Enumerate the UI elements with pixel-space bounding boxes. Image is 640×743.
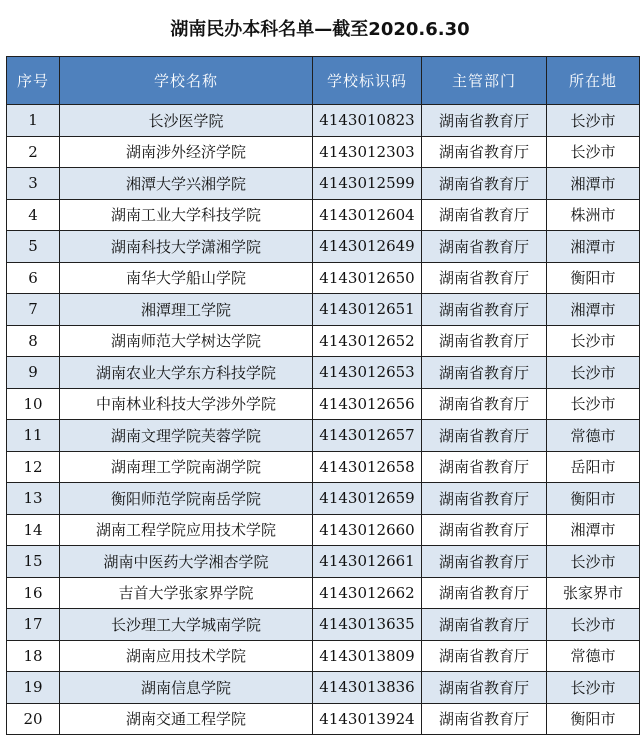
cell-index: 9 <box>7 357 60 389</box>
cell-school-name: 湘潭大学兴湘学院 <box>60 168 313 200</box>
cell-school-code: 4143012604 <box>313 199 422 231</box>
cell-school-name: 湖南应用技术学院 <box>60 640 313 672</box>
cell-school-name: 湖南交通工程学院 <box>60 703 313 735</box>
table-row <box>7 420 640 452</box>
cell-school-code: 4143013809 <box>313 640 422 672</box>
cell-index: 14 <box>7 514 60 546</box>
cell-school-code: 4143010823 <box>313 105 422 137</box>
cell-authority: 湖南省教育厅 <box>422 231 547 263</box>
cell-location: 岳阳市 <box>547 451 640 483</box>
cell-authority: 湖南省教育厅 <box>422 388 547 420</box>
cell-index: 11 <box>7 420 60 452</box>
cell-school-code: 4143012660 <box>313 514 422 546</box>
cell-index: 2 <box>7 136 60 168</box>
cell-school-name: 中南林业科技大学涉外学院 <box>60 388 313 420</box>
cell-authority: 湖南省教育厅 <box>422 136 547 168</box>
cell-index: 5 <box>7 231 60 263</box>
cell-authority: 湖南省教育厅 <box>422 294 547 326</box>
cell-location: 衡阳市 <box>547 262 640 294</box>
table-row <box>7 168 640 200</box>
cell-school-code: 4143013924 <box>313 703 422 735</box>
table-row <box>7 105 640 137</box>
cell-authority: 湖南省教育厅 <box>422 483 547 515</box>
school-table <box>6 56 640 735</box>
cell-school-name: 湖南信息学院 <box>60 672 313 704</box>
cell-index: 12 <box>7 451 60 483</box>
cell-location: 长沙市 <box>547 546 640 578</box>
cell-index: 10 <box>7 388 60 420</box>
table-row <box>7 577 640 609</box>
cell-location: 长沙市 <box>547 105 640 137</box>
cell-index: 16 <box>7 577 60 609</box>
header-index: 序号 <box>7 57 60 105</box>
cell-authority: 湖南省教育厅 <box>422 703 547 735</box>
cell-index: 19 <box>7 672 60 704</box>
cell-index: 15 <box>7 546 60 578</box>
cell-school-name: 湘潭理工学院 <box>60 294 313 326</box>
cell-location: 长沙市 <box>547 357 640 389</box>
cell-index: 6 <box>7 262 60 294</box>
table-row <box>7 357 640 389</box>
cell-school-name: 吉首大学张家界学院 <box>60 577 313 609</box>
cell-location: 长沙市 <box>547 136 640 168</box>
cell-school-code: 4143012650 <box>313 262 422 294</box>
cell-school-name: 长沙理工大学城南学院 <box>60 609 313 641</box>
cell-authority: 湖南省教育厅 <box>422 514 547 546</box>
table-row <box>7 199 640 231</box>
header-school-code: 学校标识码 <box>313 57 422 105</box>
cell-location: 株洲市 <box>547 199 640 231</box>
table-row <box>7 546 640 578</box>
cell-authority: 湖南省教育厅 <box>422 672 547 704</box>
cell-school-name: 长沙医学院 <box>60 105 313 137</box>
table-row <box>7 609 640 641</box>
table-row <box>7 325 640 357</box>
cell-school-code: 4143012303 <box>313 136 422 168</box>
cell-location: 长沙市 <box>547 609 640 641</box>
cell-authority: 湖南省教育厅 <box>422 420 547 452</box>
table-row <box>7 451 640 483</box>
cell-school-code: 4143012658 <box>313 451 422 483</box>
table-header-row <box>7 57 640 105</box>
cell-authority: 湖南省教育厅 <box>422 168 547 200</box>
table-row <box>7 388 640 420</box>
cell-location: 长沙市 <box>547 672 640 704</box>
cell-school-code: 4143012657 <box>313 420 422 452</box>
cell-authority: 湖南省教育厅 <box>422 577 547 609</box>
table-row <box>7 483 640 515</box>
cell-school-code: 4143013635 <box>313 609 422 641</box>
cell-authority: 湖南省教育厅 <box>422 199 547 231</box>
cell-location: 长沙市 <box>547 388 640 420</box>
cell-school-code: 4143012662 <box>313 577 422 609</box>
table-row <box>7 672 640 704</box>
table-body <box>7 105 640 735</box>
header-school-name: 学校名称 <box>60 57 313 105</box>
cell-school-code: 4143013836 <box>313 672 422 704</box>
cell-authority: 湖南省教育厅 <box>422 357 547 389</box>
cell-school-code: 4143012649 <box>313 231 422 263</box>
table-row <box>7 703 640 735</box>
cell-authority: 湖南省教育厅 <box>422 262 547 294</box>
cell-index: 20 <box>7 703 60 735</box>
cell-index: 1 <box>7 105 60 137</box>
cell-school-name: 湖南师范大学树达学院 <box>60 325 313 357</box>
cell-location: 常德市 <box>547 640 640 672</box>
cell-school-name: 湖南工业大学科技学院 <box>60 199 313 231</box>
cell-location: 湘潭市 <box>547 168 640 200</box>
cell-location: 长沙市 <box>547 325 640 357</box>
cell-authority: 湖南省教育厅 <box>422 609 547 641</box>
table-row <box>7 136 640 168</box>
table-row <box>7 231 640 263</box>
cell-school-code: 4143012651 <box>313 294 422 326</box>
cell-school-code: 4143012659 <box>313 483 422 515</box>
table-row <box>7 262 640 294</box>
page-title: 湖南民办本科名单—截至2020.6.30 <box>170 19 470 40</box>
cell-index: 13 <box>7 483 60 515</box>
cell-authority: 湖南省教育厅 <box>422 325 547 357</box>
cell-school-name: 湖南工程学院应用技术学院 <box>60 514 313 546</box>
cell-authority: 湖南省教育厅 <box>422 105 547 137</box>
cell-location: 常德市 <box>547 420 640 452</box>
cell-location: 湘潭市 <box>547 294 640 326</box>
cell-school-name: 南华大学船山学院 <box>60 262 313 294</box>
cell-location: 湘潭市 <box>547 514 640 546</box>
table-row <box>7 514 640 546</box>
cell-index: 3 <box>7 168 60 200</box>
cell-index: 8 <box>7 325 60 357</box>
table-row <box>7 640 640 672</box>
cell-location: 衡阳市 <box>547 483 640 515</box>
cell-index: 7 <box>7 294 60 326</box>
cell-school-name: 衡阳师范学院南岳学院 <box>60 483 313 515</box>
cell-authority: 湖南省教育厅 <box>422 451 547 483</box>
cell-school-code: 4143012653 <box>313 357 422 389</box>
cell-school-code: 4143012656 <box>313 388 422 420</box>
cell-authority: 湖南省教育厅 <box>422 546 547 578</box>
cell-index: 4 <box>7 199 60 231</box>
cell-school-name: 湖南农业大学东方科技学院 <box>60 357 313 389</box>
cell-school-name: 湖南科技大学潇湘学院 <box>60 231 313 263</box>
cell-school-name: 湖南文理学院芙蓉学院 <box>60 420 313 452</box>
cell-index: 17 <box>7 609 60 641</box>
header-location: 所在地 <box>547 57 640 105</box>
cell-authority: 湖南省教育厅 <box>422 640 547 672</box>
cell-school-code: 4143012661 <box>313 546 422 578</box>
cell-location: 衡阳市 <box>547 703 640 735</box>
cell-location: 湘潭市 <box>547 231 640 263</box>
cell-school-name: 湖南涉外经济学院 <box>60 136 313 168</box>
cell-location: 张家界市 <box>547 577 640 609</box>
cell-school-code: 4143012652 <box>313 325 422 357</box>
cell-school-name: 湖南中医药大学湘杏学院 <box>60 546 313 578</box>
table-row <box>7 294 640 326</box>
cell-school-name: 湖南理工学院南湖学院 <box>60 451 313 483</box>
cell-index: 18 <box>7 640 60 672</box>
header-authority: 主管部门 <box>422 57 547 105</box>
cell-school-code: 4143012599 <box>313 168 422 200</box>
